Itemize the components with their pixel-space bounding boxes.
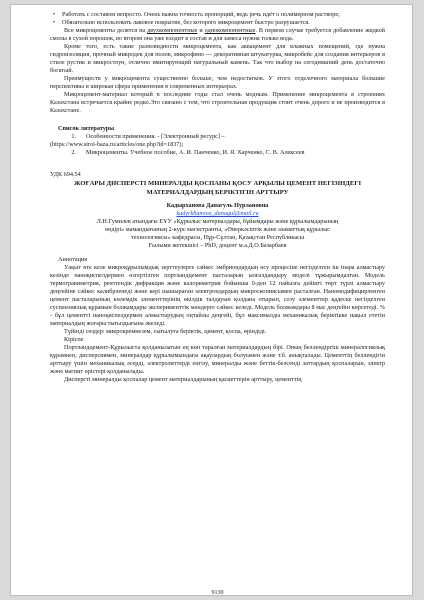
bullet-marker: • xyxy=(53,19,56,26)
bullet-marker: • xyxy=(53,11,56,18)
paragraph-microcement-types: Все микроцементы делятся на двухкомпонентные и однокомпонентные. В первом случае требуется добавление жидкой смолы в сухой порошок, во втором она уже входит в состав и для замеса нужна только вода. xyxy=(50,27,385,42)
affiliation-line: өндірі» мамандығының 2-курс магистранты, «Өнеркәсіптік және азаматтық құрылыс xyxy=(105,226,330,233)
udc-code: УДК 694.54 xyxy=(50,171,81,178)
page-content xyxy=(50,11,385,596)
link-two-component[interactable]: двухкомпонентные xyxy=(147,27,198,34)
author-email-link[interactable]: kadyrkhanova_danagul@mail.ru xyxy=(176,210,259,217)
author-name: Кадырханова Данагуль Нурлановна xyxy=(166,202,269,209)
affiliation-line: Л.Н.Гумилев атындағы ЕҰУ «Құрылыс материалдары, бұйымдары және құрылымдарының xyxy=(96,218,339,225)
keywords: Түйінді сөздер: микрокремнезем, сығылуға беріктік, цемент, қоспа, өріндіді. xyxy=(64,328,267,335)
affiliation-line: Ғылыми жетекшісі – PhD, доцент м.а.Д.О.Базарбаев xyxy=(148,242,287,249)
affiliation-line: технологиясы» кафедрасы, Нұр-Сұлтан, Қазақстан Республикасы xyxy=(131,234,304,241)
document-page xyxy=(10,4,413,596)
bullet-text: Обязательно использовать лаковое покрытие, без которого микроцемент быстро разрушается. xyxy=(62,19,310,26)
link-one-component[interactable]: однокомпонентные xyxy=(204,27,256,34)
bullet-item xyxy=(50,19,385,27)
page-number: 9130 xyxy=(211,590,224,596)
literature-heading: Список литературы xyxy=(58,125,115,132)
annotation-text: Уақыт өте келе микроқұрылымдық зерттеулерге сәйкес эмбриондардың өсу процесіне негізделген іш інара алмастыру кезінде наноқиспелдермен өзгертілген портландцемент пасталарын ылғалдандыру моделі тұжырымдалған. Модель термогравиметрия, рентгендік дифракция және калориметрия бойынша 0-ден 12 пайызға дейінгі төрт түрлі алмастыру деңгейіне сәйкес калибрленеді және кері шашыраған электрондардың микроскопиясымен расталған. Наномодифицирленген цемент пасталарының көлемдік элементтерінің өкілдік талдауын қолдана отырып, созу элементтер қадеске негізделген суспензиялық құрамын болжамдары эксперименттік мәндерге сәйкес келеді. Модель болжамдары 8 мас деңгейін көрсетеді. % - бұл цементті наноқиспелдермен алмастырудың оңтайлы деңгейі, бұл максималды механикалық беріктікке нақыл ететін материалдың жоғары тығыздығына әкеледі. xyxy=(50,264,385,327)
bullet-text: Работать с составом непросто. Очень важна точность пропорций, ведь речь идёт о полимерном растворе; xyxy=(62,11,340,18)
literature-item: 2. Микроцементы. Учебное пособие, А. И. Панченко, И. Я. Харченко, С. В. Алексеев xyxy=(71,149,305,156)
literature-item-continuation[interactable]: (https://www.stroi-baza.ru/articles/one.php?id=1837); xyxy=(50,141,184,148)
literature-item: 1. Особенности применения. - [Электронный ресурс] – xyxy=(71,133,225,140)
paragraph-varieties: Кроме того, есть такие разновидности микроцемента, как аквацемент для влажных помещений, где нужна гидроизоляция, прочный микродек для полов, микрофино — декоративная штукатурка, микробейс для создания интерьеров в стиле рустик и микростоун, отлично имитирующий натуральный камень. Так что выбор на сегодняшний день достаточно богатый. xyxy=(50,43,385,74)
bullet-item xyxy=(50,11,385,19)
intro-heading: Кіріспе xyxy=(64,336,84,343)
paragraph-kazakhstan: Микроцемент-материал который в последние годы стал очень модным. Применение микроцемента в строениях Казахстана встречается крайне редко.Это связано с тем, что строительная продукция стоит очень дорого и не производится в Казахстане. xyxy=(50,91,385,114)
intro-paragraph: Дисперсті минералды қоспалар цемент материалдарының қасиеттерін арттыру, цементтің xyxy=(64,376,302,383)
paragraph-advantages: Преимуществ у микроцемента существенно больше, чем недостатков. У этого отделочного материала большие перспективы и широкая сфера применения в современных интерьерах. xyxy=(50,75,385,90)
paper-title: ЖОҒАРЫ ДИСПЕРСТІ МИНЕРАЛДЫ ҚОСПАНЫ ҚОСУ АРҚЫЛЫ ЦЕМЕНТ НЕГІЗІНДЕГІ МАТЕРИАЛДАРДЫҢ БЕРІКТІГІН АРТТЫРУ xyxy=(73,180,362,196)
annotation-heading: Аннотация xyxy=(58,256,88,263)
intro-paragraph: Портландцемент-Құрылыста қолданылатын ең көп таралған материалдардың бірі. Оның беллендіргіш минералогиялық құрамнен, дисперсиямен, минералдар құрылымындағы ақаулардың болуымен және т.б. анықталады. Цементтің беллендігін арттыру үшін механикалық әсерді, электролиттерді енгізу, минералды және беттік-белсенді заттардың қоспаларын, электр және магнит өрістері қолданылады. xyxy=(50,344,385,375)
